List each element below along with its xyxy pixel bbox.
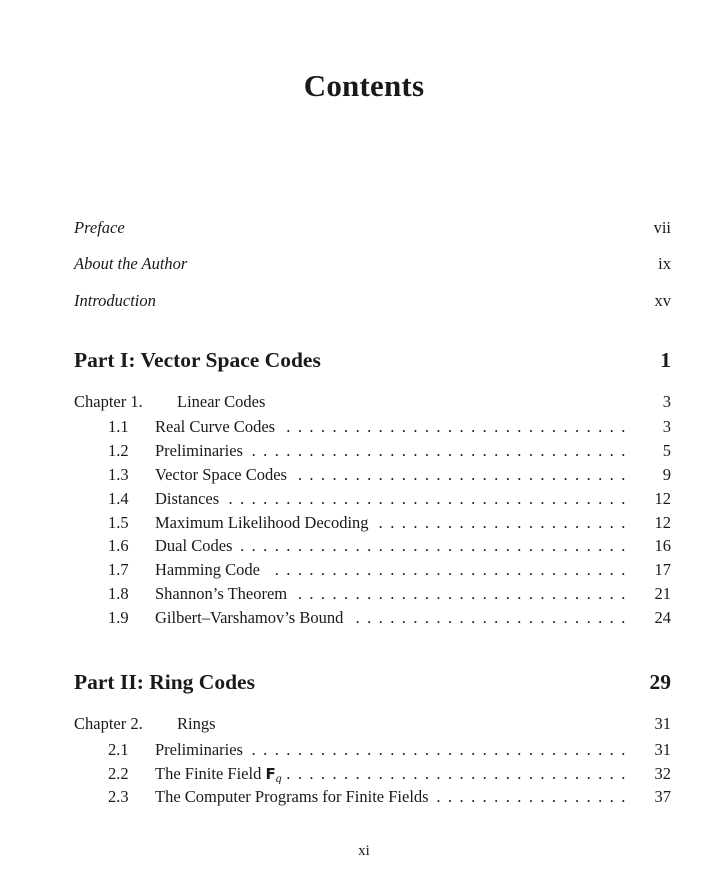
part-label: Part II: Ring Codes <box>74 670 255 694</box>
dot-leader <box>155 608 627 628</box>
section-page: 37 <box>654 787 671 806</box>
dot-leader <box>155 441 627 461</box>
section-label: Dual Codes <box>155 536 238 555</box>
chapter-label: Rings <box>177 714 216 733</box>
entry-label: About the Author <box>74 254 188 273</box>
toc-section-entry[interactable] <box>108 584 671 604</box>
chapter-label: Linear Codes <box>177 392 266 411</box>
page-number: xi <box>358 843 370 859</box>
section-label: Gilbert–Varshamov’s Bound <box>155 608 349 627</box>
page-title: Contents <box>303 68 425 103</box>
toc-section-entry[interactable] <box>108 560 671 580</box>
section-page: 17 <box>654 560 671 579</box>
dot-leader <box>155 513 627 533</box>
dot-leader <box>155 740 627 760</box>
entry-label: Preface <box>74 218 125 237</box>
section-label: Real Curve Codes <box>155 417 281 436</box>
section-number: 1.4 <box>108 489 129 508</box>
section-label: Hamming Code <box>155 560 266 579</box>
toc-section-entry[interactable] <box>108 536 671 556</box>
dot-leader <box>155 787 627 807</box>
section-page: 16 <box>654 536 671 555</box>
finite-field-symbol: F <box>265 765 276 783</box>
section-number: 1.3 <box>108 465 129 484</box>
part-label: Part I: Vector Space Codes <box>74 348 321 372</box>
dot-leader <box>155 764 627 784</box>
section-number: 2.1 <box>108 740 129 759</box>
toc-section-entry[interactable] <box>108 441 671 461</box>
toc-section-entry[interactable] <box>108 608 671 628</box>
section-label: Vector Space Codes <box>155 465 293 484</box>
toc-part-heading[interactable] <box>74 669 671 695</box>
entry-page: vii <box>653 218 671 237</box>
toc-chapter-entry[interactable] <box>74 714 671 734</box>
entry-label: Introduction <box>74 291 156 310</box>
toc-part-heading[interactable] <box>74 347 671 373</box>
section-label: Maximum Likelihood Decoding <box>155 513 375 532</box>
section-label: Distances <box>155 489 225 508</box>
toc-section-entry[interactable] <box>108 740 671 760</box>
chapter-number: Chapter 1. <box>74 392 143 411</box>
toc-entry-introduction[interactable] <box>74 291 671 311</box>
section-page: 12 <box>654 489 671 508</box>
toc-section-entry[interactable] <box>108 465 671 485</box>
dot-leader <box>155 465 627 485</box>
section-label-text: The Finite Field <box>155 764 262 783</box>
toc-section-entry[interactable] <box>108 489 671 509</box>
section-page: 24 <box>654 608 671 627</box>
toc-chapter-entry[interactable] <box>74 392 671 412</box>
section-label: Shannon’s Theorem <box>155 584 293 603</box>
dot-leader <box>155 417 627 437</box>
toc-section-entry[interactable] <box>108 417 671 437</box>
section-page: 32 <box>654 764 671 783</box>
section-number: 1.2 <box>108 441 129 460</box>
section-number: 1.8 <box>108 584 129 603</box>
toc-entry-about-the-author[interactable] <box>74 254 671 274</box>
section-number: 1.5 <box>108 513 129 532</box>
section-number: 2.3 <box>108 787 129 806</box>
section-label: Preliminaries <box>155 740 249 759</box>
section-label: Preliminaries <box>155 441 249 460</box>
section-page: 3 <box>662 417 671 436</box>
dot-leader <box>155 560 627 580</box>
toc-section-entry[interactable] <box>108 513 671 533</box>
section-page: 21 <box>654 584 671 603</box>
toc-section-entry[interactable] <box>108 764 671 784</box>
toc-section-entry[interactable] <box>108 787 671 807</box>
dot-leader <box>155 584 627 604</box>
section-page: 12 <box>654 513 671 532</box>
part-page: 29 <box>649 670 671 694</box>
entry-page: ix <box>658 254 671 273</box>
dot-leader <box>155 489 627 509</box>
section-number: 1.1 <box>108 417 129 436</box>
toc-entry-preface[interactable] <box>74 218 671 238</box>
section-label-with-math <box>155 764 287 783</box>
section-number: 1.7 <box>108 560 129 579</box>
section-number: 1.9 <box>108 608 129 627</box>
section-page: 31 <box>654 740 671 759</box>
section-page: 9 <box>662 465 671 484</box>
section-page: 5 <box>662 441 671 460</box>
section-number: 1.6 <box>108 536 129 555</box>
dot-leader <box>155 536 627 556</box>
chapter-page: 31 <box>654 714 671 733</box>
chapter-page: 3 <box>662 392 671 411</box>
section-label: The Computer Programs for Finite Fields <box>155 787 435 806</box>
entry-page: xv <box>654 291 671 310</box>
section-number: 2.2 <box>108 764 129 783</box>
part-page: 1 <box>660 348 671 372</box>
finite-field-subscript: q <box>275 773 282 784</box>
chapter-number: Chapter 2. <box>74 714 143 733</box>
